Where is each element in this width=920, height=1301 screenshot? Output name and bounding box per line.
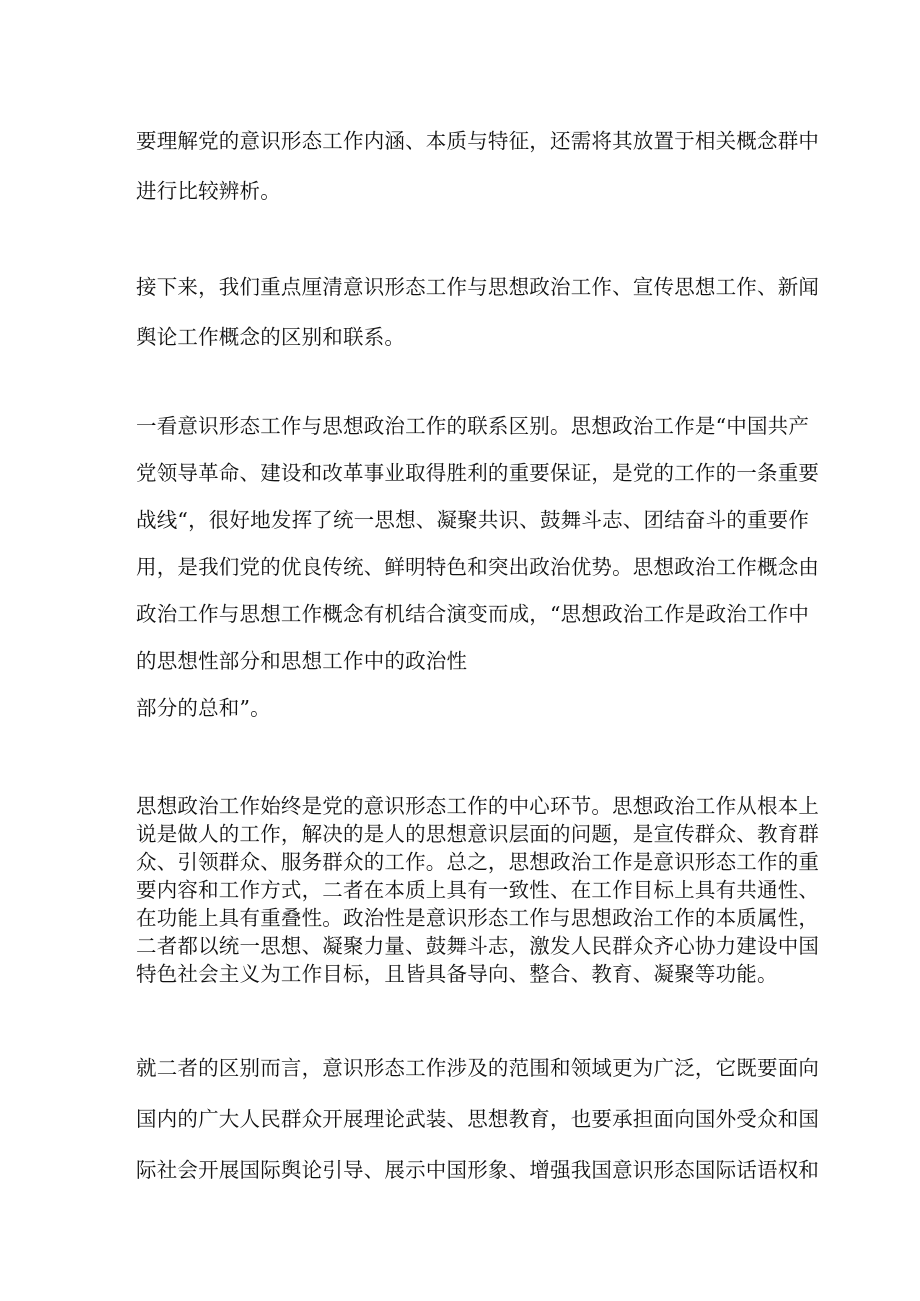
paragraph-2 [136,262,820,362]
text-line: 进行比较辨析。 [136,179,281,203]
text-line: 在功能上具有重叠性。政治性是意识形态工作与思想政治工作的本质属性， [136,906,820,930]
text-line: 特色社会主义为工作目标，且皆具备导向、整合、教育、凝聚等功能。 [136,962,778,986]
text-line: 要理解党的意识形态工作内涵、本质与特征，还需将其放置于相关概念群中 [136,129,820,153]
text-line: 国内的广大人民群众开展理论武装、思想教育，也要承担面向国外受众和国 [136,1107,820,1131]
text-line: 一看意识形态工作与思想政治工作的联系区别。思想政治工作是“中国共产 [136,414,810,438]
text-line: 二者都以统一思想、凝聚力量、鼓舞斗志，激发人民群众齐心协力建设中国 [136,934,820,958]
text-line: 政治工作与思想工作概念有机结合演变而成，“思想政治工作是政治工作中 [136,602,810,626]
text-line: 舆论工作概念的区别和联系。 [136,325,406,349]
text-line: 要内容和工作方式，二者在本质上具有一致性、在工作目标上具有共通性、 [136,878,820,902]
paragraph-3 [136,403,820,732]
text-line: 部分的总和”。 [136,696,271,720]
text-line: 众、引领群众、服务群众的工作。总之，思想政治工作是意识形态工作的重 [136,850,820,874]
text-line: 说是做人的工作，解决的是人的思想意识层面的问题，是宣传群众、教育群 [136,822,820,846]
text-line: 党领导革命、建设和改革事业取得胜利的重要保证，是党的工作的一条重要 [136,461,820,485]
text-line: 际社会开展国际舆论引导、展示中国形象、增强我国意识形态国际话语权和 [136,1158,820,1182]
paragraph-5 [136,1043,820,1196]
text-line: 的思想性部分和思想工作中的政治性 [136,649,468,673]
text-line: 战线“，很好地发挥了统一思想、凝聚共识、鼓舞斗志、团结奋斗的重要作 [136,508,810,532]
text-line: 就二者的区别而言，意识形态工作涉及的范围和领域更为广泛，它既要面向 [136,1056,820,1080]
text-line: 思想政治工作始终是党的意识形态工作的中心环节。思想政治工作从根本上 [136,794,820,818]
text-line: 用，是我们党的优良传统、鲜明特色和突出政治优势。思想政治工作概念由 [136,555,820,579]
text-line: 接下来，我们重点厘清意识形态工作与思想政治工作、宣传思想工作、新闻 [136,275,820,299]
paragraph-4 [136,792,820,988]
paragraph-1 [136,116,820,216]
